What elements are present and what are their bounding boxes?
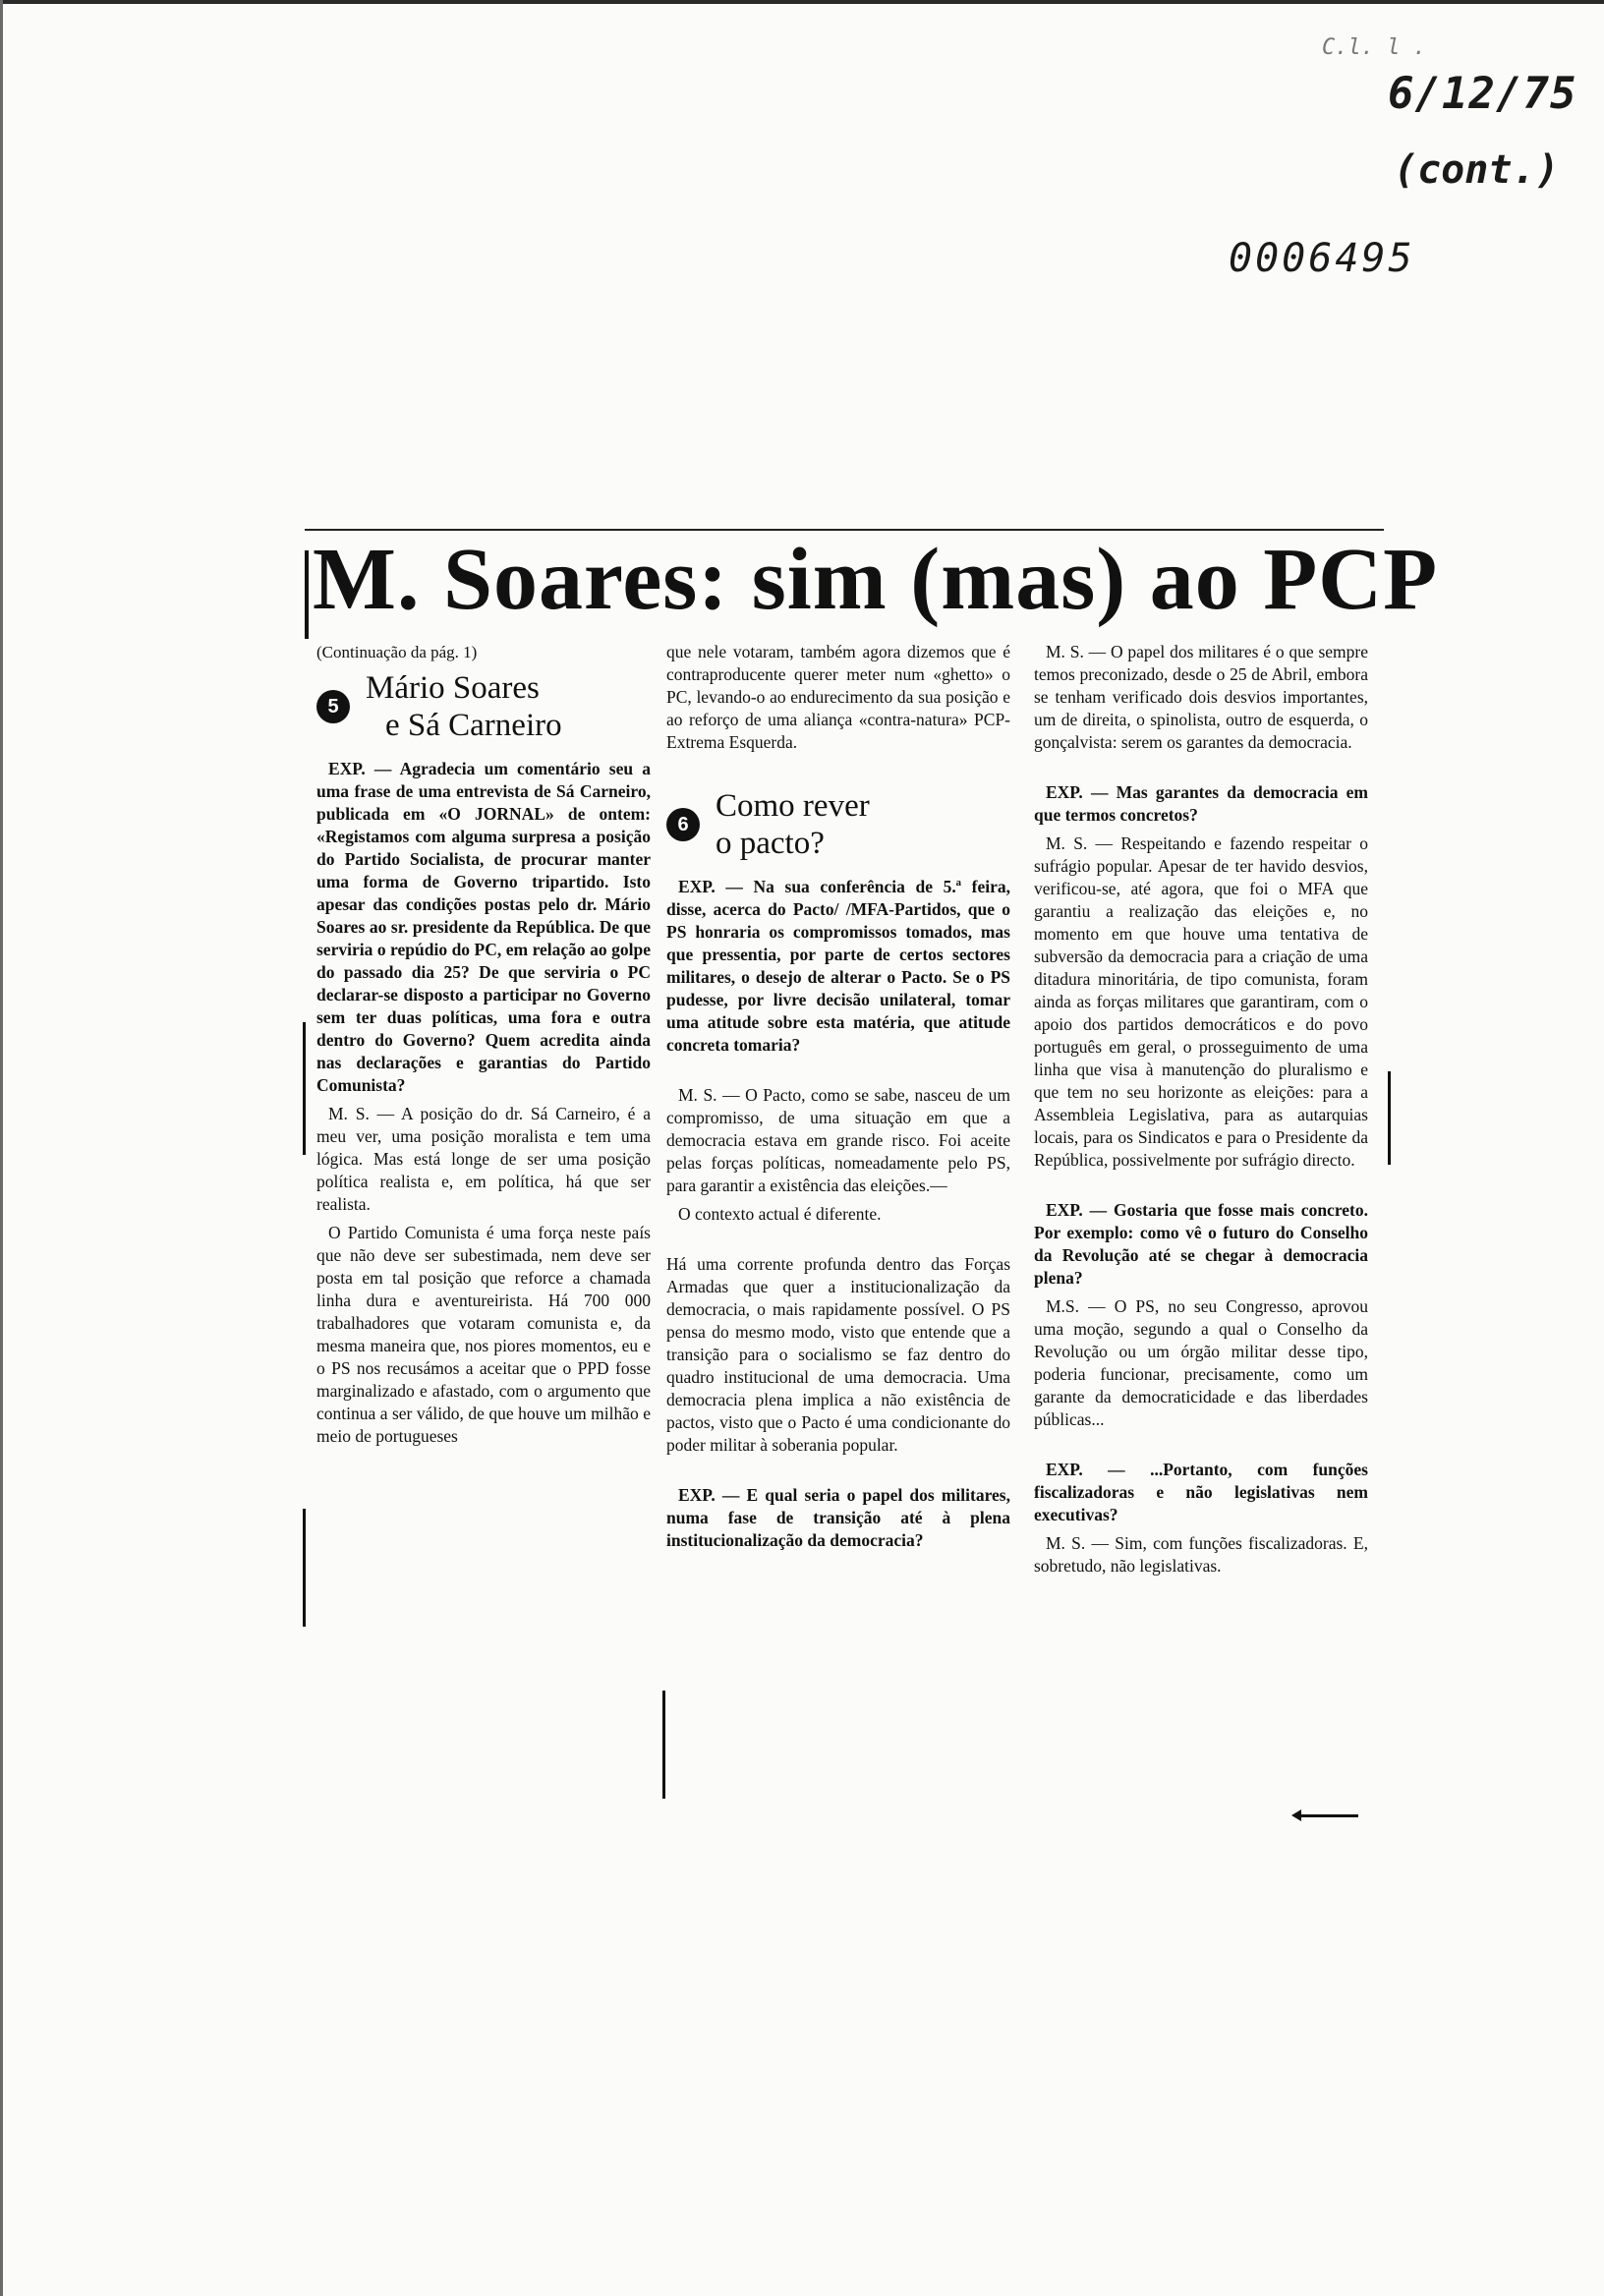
answer-paragraph: O Partido Comunista é uma força neste país que não deve ser subestimada, nem deve ser posta em tal posição que reforce a chamada linha dura e aventureirista. Há 700 000 trabalhadores que votaram comunista e, da mesma maneira que, nos piores momentos, eu e o PS nos recusámos a aceitar que o PPD fosse marginalizado e afastado, com o argumento que continua a ser válido, de que houve um milhão e meio de portugueses xyxy=(316,1223,651,1446)
margin-mark xyxy=(662,1691,665,1799)
question-paragraph: EXP. — E qual seria o papel dos militares, numa fase de transição até à plena institucionalização da democracia? xyxy=(666,1485,1010,1550)
margin-mark xyxy=(303,1022,306,1155)
margin-mark xyxy=(303,1509,306,1627)
continuation-note: (Continuação da pág. 1) xyxy=(316,643,478,661)
margin-mark xyxy=(1388,1071,1391,1165)
section-title xyxy=(366,669,562,744)
handwritten-continuation: (cont.) xyxy=(1394,147,1560,193)
section-title-line: Como rever xyxy=(716,788,870,824)
handwritten-archive-number: 0006495 xyxy=(1229,236,1415,281)
handwritten-scribble: C.l. l . xyxy=(1322,35,1426,60)
question-paragraph: EXP. — Mas garantes da democracia em que termos concretos? xyxy=(1034,782,1368,825)
section-header-6 xyxy=(666,787,1010,862)
answer-paragraph: O contexto actual é diferente. xyxy=(678,1204,882,1224)
headline-margin-bar xyxy=(305,550,309,639)
scan-edge-top xyxy=(0,0,1604,4)
question-paragraph: EXP. — Na sua conferência de 5.ª feira, disse, acerca do Pacto/ /MFA-Partidos, que o PS honraria os compromissos tomados, mas que pressentia, por parte de certos sectores militares, o desejo de alterar o Pacto. Se o PS pudesse, por livre decisão unilateral, tomar uma atitude sobre esta matéria, que atitude concreta tomaria? xyxy=(666,877,1010,1055)
section-title-line: o pacto? xyxy=(716,826,825,861)
scan-edge-left xyxy=(0,0,3,2296)
question-paragraph: EXP. — Agradecia um comentário seu a uma frase de uma entrevista de Sá Carneiro, publicada em «O JORNAL» de ontem: «Registamos com alguma surpresa a posição do Partido Socialista, de procurar manter uma forma de Governo tripartido. Isto apesar das condições postas pelo dr. Mário Soares ao sr. presidente da República. De que serviria o repúdio do PC, em relação ao golpe do passado dia 25? De que serviria o PC declarar-se disposto a participar no Governo sem ter duas políticas, uma fora e outra dentro do Governo? Quem acredita ainda nas declarações e garantias do Partido Comunista? xyxy=(316,759,651,1095)
answer-paragraph: M. S. — O Pacto, como se sabe, nasceu de um compromisso, de uma situação em que a democracia estava em grande risco. Foi aceite pelas forças políticas, nomeadamente pelo PS, para garantir a existência das eleições.— xyxy=(666,1085,1010,1195)
answer-paragraph: M.S. — O PS, no seu Congresso, aprovou uma moção, segundo a qual o Conselho da Revolução ou um órgão militar desse tipo, poderia funcionar, precisamente, como um garante da democraticidade e das liberdades públicas... xyxy=(1034,1296,1368,1429)
handwritten-date: 6/12/75 xyxy=(1388,69,1577,119)
article-headline: M. Soares: sim (mas) ao PCP xyxy=(313,531,1439,628)
section-number-badge: 5 xyxy=(316,690,350,723)
section-title-line: Mário Soares xyxy=(366,670,540,706)
answer-paragraph: M. S. — Respeitando e fazendo respeitar o sufrágio popular. Apesar de ter havido desvios, verificou-se, até agora, que foi o MFA que garantiu a realização das eleições e, no momento em que houve uma tentativa de subversão da democracia para a criação de uma ditadura minoritária, de tipo comunista, foram ainda as forças militares que garantiram, com o apoio dos partidos democráticos e do povo português em geral, o prosseguimento de uma linha que visa à manutenção do pluralismo e que tem no seu horizonte as eleições: para a Assembleia Legislativa, para as autarquias locais, para os Sindicatos e para o Presidente da República, possivelmente por sufrágio directo. xyxy=(1034,833,1368,1170)
answer-paragraph: M. S. — O papel dos militares é o que sempre temos preconizado, desde o 25 de Abril, embora se tenham verificado dois desvios importantes, um de direita, o spinolista, outro de esquerda, o gonçalvista: serem os garantes da democracia. xyxy=(1034,642,1368,752)
section-number-badge: 6 xyxy=(666,808,700,841)
answer-paragraph: Há uma corrente profunda dentro das Forças Armadas que quer a institucionalização da democracia, o mais rapidamente possível. O PS pensa do mesmo modo, visto que entende que a transição para o socialismo se faz dentro do quadro institucional de uma democracia. Uma democracia plena implica a não existência de pactos, visto que o Pacto é uma condicionante do poder militar à soberania popular. xyxy=(666,1254,1010,1455)
section-title-line: e Sá Carneiro xyxy=(385,708,562,743)
article-column-1 xyxy=(316,641,651,1454)
section-header-5 xyxy=(316,669,651,744)
answer-paragraph: que nele votaram, também agora dizemos que é contraproducente querer meter num «ghetto» o PC, levando-o ao endurecimento da sua posição e ao reforço de uma aliança «contra-natura» PCP-Extrema Esquerda. xyxy=(666,642,1010,752)
question-paragraph: EXP. — ...Portanto, com funções fiscalizadoras e não legislativas nem executivas? xyxy=(1034,1460,1368,1524)
article-column-2 xyxy=(666,641,1010,1558)
question-paragraph: EXP. — Gostaria que fosse mais concreto. Por exemplo: como vê o futuro do Conselho da Revolução até se chegar à democracia plena? xyxy=(1034,1200,1368,1288)
answer-paragraph: M. S. — A posição do dr. Sá Carneiro, é a meu ver, uma posição moralista e tem uma lógica. Mas está longe de ser uma posição política realista e, em política, há que ser realista. xyxy=(316,1104,651,1214)
answer-paragraph: M. S. — Sim, com funções fiscalizadoras. E, sobretudo, não legislativas. xyxy=(1034,1533,1368,1576)
article-column-3 xyxy=(1034,641,1368,1583)
end-arrow-icon xyxy=(1299,1814,1358,1817)
section-title xyxy=(716,787,870,862)
